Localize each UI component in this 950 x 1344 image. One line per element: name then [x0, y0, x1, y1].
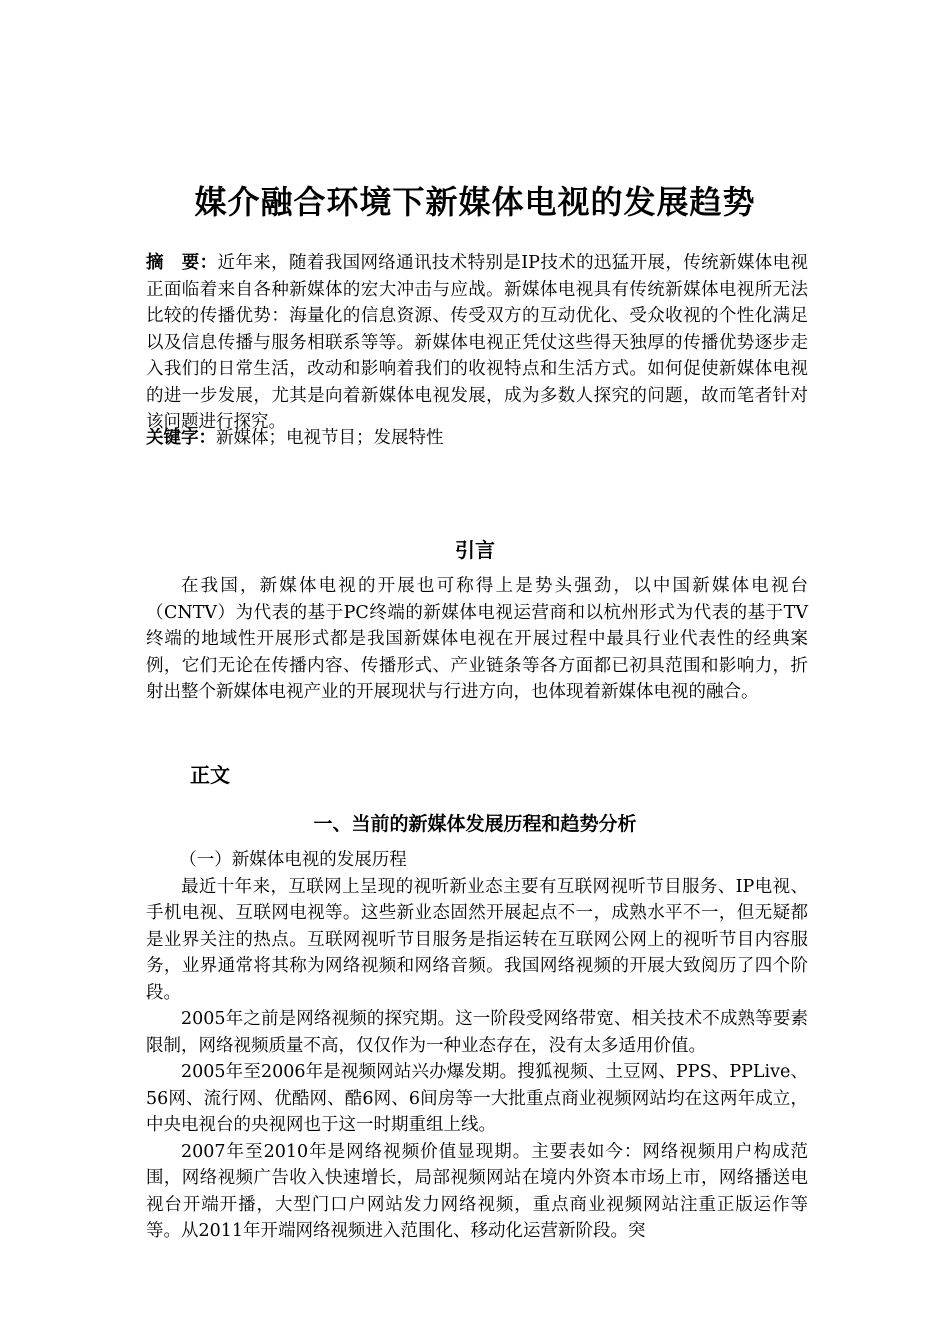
- intro-paragraph: 在我国，新媒体电视的开展也可称得上是势头强劲，以中国新媒体电视台（CNTV）为代表的基于PC终端的新媒体电视运营商和以杭州形式为代表的基于TV终端的地域性开展形式都是我国新媒体电视在开展过程中最具行业代表性的经典案例，它们无论在传播内容、传播形式、产业链条等各方面都已初具范围和影响力，折射出整个新媒体电视产业的开展现状与行进方向，也体现着新媒体电视的融合。: [146, 576, 808, 702]
- body-paragraph: 2005年之前是网络视频的探究期。这一阶段受网络带宽、相关技术不成熟等要素限制，网络视频质量不高，仅仅作为一种业态存在，没有太多适用价值。: [146, 1009, 808, 1056]
- abstract-label: 摘 要：: [146, 253, 218, 273]
- body-paragraph: 2007年至2010年是网络视频价值显现期。主要表如今：网络视频用户构成范围，网络视频广告收入快速增长，局部视频网站在境内外资本市场上市，网络播送电视台开端开播，大型门口户网站发力网络视频，重点商业视频网站注重正版运作等等。从2011年开端网络视频进入范围化、移动化运营新阶段。突: [146, 1141, 808, 1241]
- body-heading: 正文: [190, 763, 230, 787]
- body-paragraph: 2005年至2006年是视频网站兴办爆发期。搜狐视频、土豆网、PPS、PPLive、56网、流行网、优酷网、酷6网、6间房等一大批重点商业视频网站均在这两年成立，中央电视台的央视网也于这一时期重组上线。: [146, 1062, 808, 1135]
- abstract-text: 近年来，随着我国网络通讯技术特别是IP技术的迅猛开展，传统新媒体电视正面临着来自各种新媒体的宏大冲击与应战。新媒体电视具有传统新媒体电视所无法比较的传播优势：海量化的信息资源、传受双方的互动优化、受众收视的个性化满足以及信息传播与服务相联系等等。新媒体电视正凭仗这些得天独厚的传播优势逐步走入我们的日常生活，改动和影响着我们的收视特点和生活方式。如何促使新媒体电视的进一步发展，尤其是向着新媒体电视发展，成为多数人探究的问题，故而笔者针对该问题进行探究。: [146, 253, 809, 432]
- subsection-title: （一）新媒体电视的发展历程: [179, 850, 407, 870]
- section-title: 一、当前的新媒体发展历程和趋势分析: [313, 813, 637, 835]
- keywords: [146, 425, 444, 452]
- document-title: 媒介融合环境下新媒体电视的发展趋势: [194, 183, 756, 221]
- keywords-text: 新媒体；电视节目；发展特性: [216, 428, 444, 448]
- abstract: [146, 250, 808, 436]
- intro-heading: 引言: [455, 538, 495, 562]
- keywords-label: 关键字：: [146, 428, 216, 448]
- main-text: [146, 847, 808, 1245]
- body-paragraph: 最近十年来，互联网上呈现的视听新业态主要有互联网视听节目服务、IP电视、手机电视、互联网电视等。这些新业态固然开展起点不一，成熟水平不一，但无疑都是业界关注的热点。互联网视听节目服务是指运转在互联网公网上的视听节目内容服务，业界通常将其称为网络视频和网络音频。我国网络视频的开展大致阅历了四个阶段。: [146, 876, 808, 1003]
